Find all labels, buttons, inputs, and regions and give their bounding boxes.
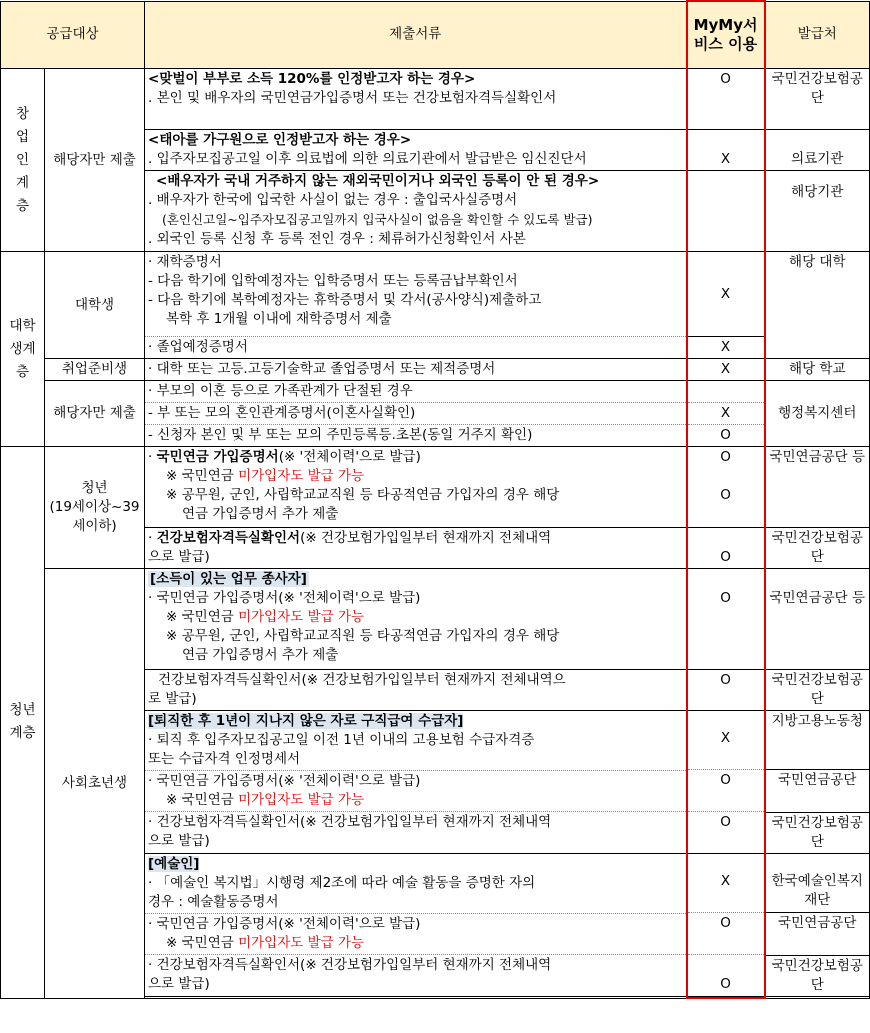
s2-only-line3: - 신청자 본인 및 부 또는 모의 주민등록등.초본(동일 거주지 확인): [148, 427, 533, 443]
header-mymy: MyMy서비스 이용: [687, 1, 765, 69]
s1-r3-issuer: 해당기관: [765, 171, 870, 252]
s3-b3-heading: [예술인]: [148, 856, 200, 872]
s3-b2-line4: · 건강보험자격득실확인서(※ 건강보험가입일부터 현재까지 전체내역: [148, 814, 552, 830]
s1-r1-heading: <맞벌이 부부로 소득 120%를 인정받고자 하는 경우>: [148, 71, 476, 87]
s3-youth-r1-n1b: 미가입자도 발급 가능: [238, 468, 365, 484]
s2-uni-mymy1: X: [687, 252, 765, 337]
s3-youth-r1-title: 국민연금 가입증명서: [156, 449, 279, 465]
s3-b1-n1a: ※ 국민연금: [166, 609, 239, 625]
s2-job-mymy: X: [687, 359, 765, 381]
s3-b2-issuer1: 지방고용노동청: [766, 711, 870, 770]
s3-b3-line2: 경우 : 예술활동증명서: [148, 894, 279, 910]
header-row: [1, 1, 870, 69]
s3-b3-line5: 으로 발급): [148, 976, 210, 992]
s2-uni-line5: · 졸업예정증명서: [145, 337, 687, 359]
s3-youth-r2-note: (※ 건강보험가입일부터 현재까지 전체내역: [300, 530, 552, 546]
s3-b1-line1: · 국민연금 가입증명서(※ '전체이력'으로 발급): [148, 590, 421, 606]
s2-uni-mymy2: X: [687, 337, 765, 359]
s3-b3-issuer: [765, 854, 870, 997]
s3-youth-r1-note: (※ '전체이력'으로 발급): [278, 449, 421, 465]
s3-b2-mymy1: X: [688, 711, 764, 770]
s2-only-issuer: 행정복지센터: [765, 381, 870, 447]
s1-r2-mymy: X: [687, 130, 765, 171]
s3-b1-heading: [소득이 있는 업무 종사자]: [150, 571, 307, 587]
s2-uni-line4: 복학 후 1개월 이내에 재학증명서 제출: [166, 311, 392, 327]
s3-b1-docs: [145, 569, 687, 670]
s3-b1-line2: 건강보험자격득실확인서(※ 건강보험가입일부터 현재까지 전체내역으: [158, 672, 566, 688]
s3-b2-mymy3: O: [720, 814, 731, 830]
s1-r2-line: . 입주자모집공고일 이후 의료법에 의한 의료기관에서 발급받은 임신진단서: [148, 151, 587, 167]
s3-b1-line3: 로 발급): [148, 691, 197, 707]
s1-row1: [1, 69, 870, 130]
s3-b3-mymy1: X: [688, 854, 764, 913]
s3-youth-r2-docs: [145, 528, 687, 569]
s3-b3-line1: · 「예술인 복지법」시행령 제2조에 따라 예술 활동을 증명한 자의: [148, 875, 536, 891]
sub-social: 사회초년생: [45, 569, 145, 999]
s3-b3-n1a: ※ 국민연금: [166, 935, 239, 951]
s3-b3-docs: [145, 854, 687, 997]
s3-b1-mymy: O: [687, 569, 765, 670]
s2-uni-docs: [145, 252, 687, 337]
sub-youth: [45, 447, 145, 569]
s3-b3-mymy: [687, 854, 765, 997]
s3-b3-mymy3: O: [720, 976, 731, 992]
s3-youth-r2-title: 건강보험자격득실확인서: [156, 530, 301, 546]
s2-only-mymy3: O: [720, 427, 731, 443]
s3-b2-line2: 또는 수급자격 인정명세서: [148, 751, 301, 767]
s1-r3-line2: (혼인신고일~입주자모집공고일까지 입국사실이 없음을 확인할 수 있도록 발급): [162, 212, 593, 227]
s3-b2-line3: · 국민연금 가입증명서(※ '전체이력'으로 발급): [148, 773, 421, 789]
s2-uni-issuer: 해당 대학: [765, 252, 870, 359]
s2-uni-line2: - 다음 학기에 입학예정자는 입학증명서 또는 등록금납부확인서: [148, 273, 518, 289]
s3-b2-issuer3: 국민건강보험공단: [771, 815, 863, 850]
s3-b3-issuer2: 국민연금공단: [766, 913, 870, 956]
s2-job-issuer: 해당 학교: [765, 359, 870, 381]
s2-job-line: · 대학 또는 고등.고등기술학교 졸업증명서 또는 제적증명서: [145, 359, 687, 381]
group-startup: 창업인계층: [1, 69, 45, 252]
s1-r1-line: . 본인 및 배우자의 국민연금가입증명서 또는 건강보험자격득실확인서: [148, 90, 557, 106]
s3-b2-n1a: ※ 국민연금: [166, 792, 239, 808]
sub-job-seeker: 취업준비생: [45, 359, 145, 381]
s3-b1-mymy2: O: [687, 670, 765, 711]
s1-r1-issuer: 국민건강보험공단: [765, 69, 870, 130]
s3-b2-docs: [145, 711, 687, 854]
s3-social-b1-row1: [1, 569, 870, 670]
s3-youth-r2-issuer: 국민건강보험공단: [765, 528, 870, 569]
group-university: 대학생계층: [1, 252, 45, 447]
s3-b3-line4: · 건강보험자격득실확인서(※ 건강보험가입일부터 현재까지 전체내역: [148, 957, 552, 973]
s2-job-row: [1, 359, 870, 381]
s3-youth-r2-mymy: O: [687, 528, 765, 569]
s2-uni-row: [1, 252, 870, 337]
s2-only-row: [1, 381, 870, 447]
s2-uni-line3: - 다음 학기에 복학예정자는 휴학증명서 및 각서(공사양식)제출하고: [148, 292, 542, 308]
s3-b2-mymy2: O: [688, 770, 764, 812]
s3-youth-r1-n3: 연금 가입증명서 추가 제출: [182, 506, 339, 522]
s3-b1-n3: 연금 가입증명서 추가 제출: [182, 647, 339, 663]
s3-youth-r1-mymy1: O: [720, 449, 731, 465]
s3-b3-mymy2: O: [688, 913, 764, 955]
s1-r2-heading: <태아를 가구원으로 인정받고자 하는 경우>: [148, 132, 412, 148]
s3-b2-issuer2: 국민연금공단: [766, 770, 870, 813]
s3-b2-heading: [퇴직한 후 1년이 지나지 않은 자로 구직급여 수급자]: [148, 713, 464, 729]
s3-youth-r2-bullet: ·: [148, 530, 157, 546]
s3-b2-mymy: [687, 711, 765, 854]
group-youth: 청년계층: [1, 447, 45, 999]
s3-youth-r1-docs: [145, 447, 687, 528]
s3-youth-r1-issuer: 국민연금공단 등: [765, 447, 870, 528]
s3-youth-r1-mymy: [687, 447, 765, 528]
s3-b1-n1b: 미가입자도 발급 가능: [238, 609, 365, 625]
sub-youth-age: (19세이상~39세이하): [49, 499, 140, 534]
s2-only-mymy2: X: [688, 403, 764, 425]
s3-b3-issuer1: 한국예술인복지재단: [766, 854, 870, 913]
s3-b1-issuer: 국민연금공단 등: [765, 569, 870, 670]
s1-r1-mymy: O: [687, 69, 765, 130]
s3-youth-r1-bullet: ·: [148, 449, 157, 465]
s3-b1-issuer2: 국민건강보험공단: [765, 670, 870, 711]
s3-youth-r1-mymy2: O: [720, 487, 731, 503]
s1-r3-heading: <배우자가 국내 거주하지 않는 재외국민이거나 외국인 등록이 안 된 경우>: [156, 173, 600, 189]
s2-only-mymy: [687, 381, 765, 447]
sub-university: 대학생: [45, 252, 145, 359]
s1-r2-docs: [145, 130, 687, 171]
s3-youth-row1: [1, 447, 870, 528]
s3-b2-issuer: [765, 711, 870, 854]
s3-b2-n1b: 미가입자도 발급 가능: [238, 792, 365, 808]
sub-only-startup: 해당자만 제출: [45, 69, 145, 252]
header-docs: 제출서류: [145, 1, 687, 69]
s3-b3-line3: · 국민연금 가입증명서(※ '전체이력'으로 발급): [148, 916, 421, 932]
s1-r3-line3: . 외국인 등록 신청 후 등록 전인 경우 : 체류허가신청확인서 사본: [148, 231, 526, 247]
s2-only-line2: - 부 또는 모의 혼인관계증명서(이혼사실확인): [145, 403, 686, 425]
header-issuer: 발급처: [765, 1, 870, 69]
s3-youth-r2-line2: 으로 발급): [148, 549, 210, 565]
s2-only-docs: [145, 381, 687, 447]
s3-b1-docs2: [145, 670, 687, 711]
s3-b3-issuer3: 국민건강보험공단: [771, 958, 863, 993]
s2-only-line1: · 부모의 이혼 등으로 가족관계가 단절된 경우: [145, 381, 686, 403]
sub-youth-label: 청년: [81, 480, 108, 496]
s1-r1-docs: [145, 69, 687, 130]
s3-b1-n2: ※ 공무원, 군인, 사립학교교직원 등 타공적연금 가입자의 경우 해당: [166, 628, 560, 644]
s3-b3-n1b: 미가입자도 발급 가능: [238, 935, 365, 951]
s3-youth-r1-n1a: ※ 국민연금: [166, 468, 239, 484]
s3-b2-line1: · 퇴직 후 입주자모집공고일 이전 1년 이내의 고용보험 수급자격증: [148, 732, 535, 748]
s3-b2-line5: 으로 발급): [148, 833, 210, 849]
header-target: 공급대상: [1, 1, 145, 69]
sub-only-university: 해당자만 제출: [45, 381, 145, 447]
s2-uni-line1: · 재학증명서: [148, 254, 222, 270]
s1-r2-issuer: 의료기관: [765, 130, 870, 171]
s1-r3-line1: . 배우자가 한국에 입국한 사실이 없는 경우 : 출입국사실증명서: [148, 192, 518, 208]
s1-r3-docs: [145, 171, 687, 252]
s1-r3-mymy: [687, 171, 765, 252]
s3-youth-r1-n2: ※ 공무원, 군인, 사립학교교직원 등 타공적연금 가입자의 경우 해당: [166, 487, 560, 503]
